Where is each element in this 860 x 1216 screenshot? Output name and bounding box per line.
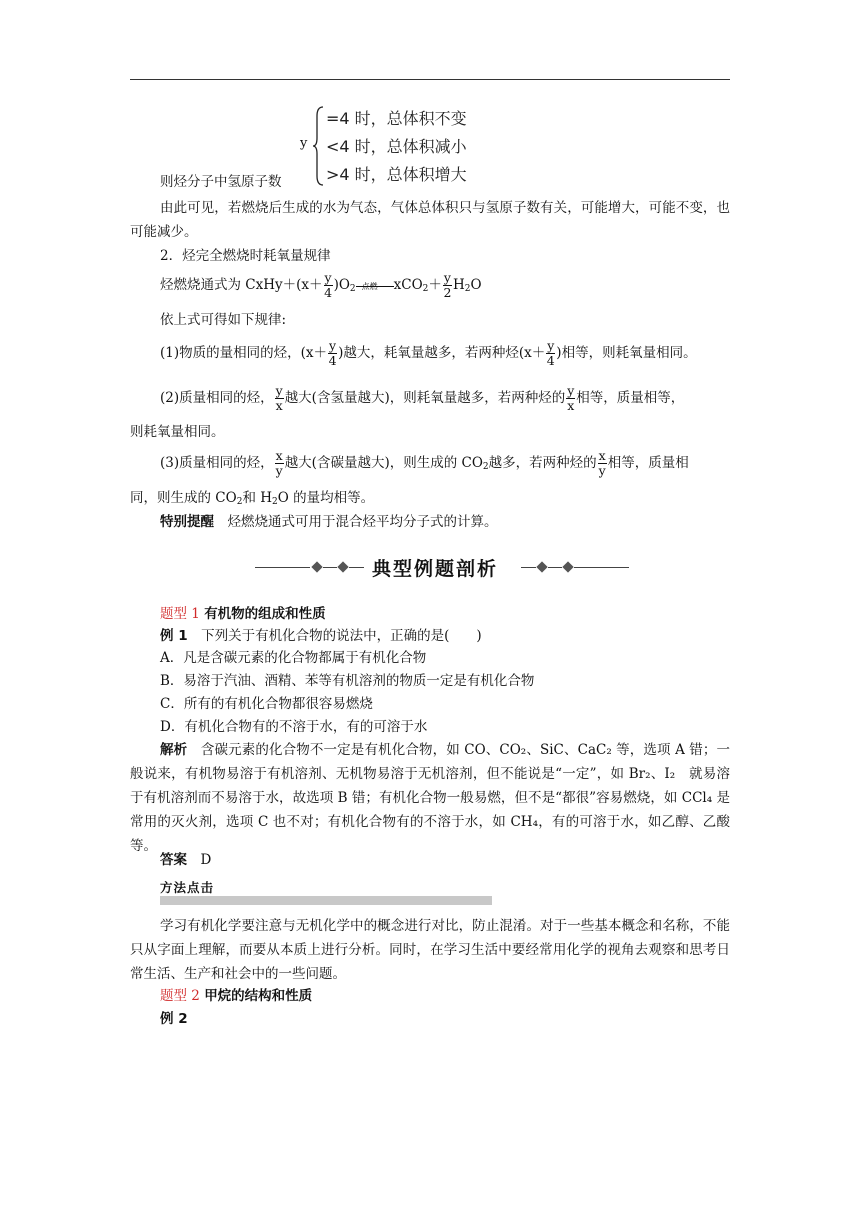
example2-label: 例 2 bbox=[160, 1011, 188, 1027]
fraction-y-over-4: $\frac{y}{4}$ bbox=[324, 270, 333, 300]
condition-equal: =4 时，总体积不变 bbox=[326, 109, 467, 128]
condition-greater: >4 时，总体积增大 bbox=[326, 165, 467, 184]
fraction-y-over-2: $\frac{y}{2}$ bbox=[443, 270, 452, 300]
rule-2: (2)质量相同的烃， $\frac{y}{x}$ 越大(含氢量越大)，则耗氧量越多，若两种烃的 $\frac{y}{x}$ 相等，质量相等， bbox=[160, 383, 685, 413]
rule-intro: 依上式可得如下规律: bbox=[160, 312, 287, 328]
type2-heading: 题型 2 甲烷的结构和性质 bbox=[160, 988, 313, 1004]
method-label: 方法点击 bbox=[160, 880, 215, 895]
rule-3-cont: 同，则生成的 $CO_2$和 $H_2O$ 的量均相等。 bbox=[130, 490, 375, 507]
analysis-paragraph: 解析 含碳元素的化合物不一定是有机化合物，如 CO、CO₂、SiC、CaC₂ 等，选项 A 错；一般说来，有机物易溶于有机溶剂、无机物易溶于无机溶剂，但不能说是“一定”，如 Br₂、I₂ 就易溶于有机溶剂而不易溶于水，故选项 B 错；有机化合物一般易燃，但不是“都很”容易燃烧，如 CCl₄ 是常用的灭火剂，选项 C 也不对；有机化合物有的不溶于水，如 CH₄，有的可溶于水，如乙醇、乙酸等。 bbox=[130, 742, 731, 854]
option-b: B．易溶于汽油、酒精、苯等有机溶剂的物质一定是有机化合物 bbox=[160, 673, 535, 689]
oxygen-rule-heading: 2．烃完全燃烧时耗氧量规律 bbox=[160, 248, 331, 264]
curly-brace-icon bbox=[312, 106, 324, 186]
example1-question: 例 1 下列关于有机化合物的说法中，正确的是( ) bbox=[160, 628, 482, 644]
answer-line: 答案 D bbox=[160, 852, 212, 868]
rule-1: (1)物质的量相同的烃，(x＋ $\frac{y}{4}$ )越大，耗氧量越多，若两种烃(x＋ $\frac{y}{4}$ )相等，则耗氧量相同。 bbox=[160, 338, 697, 368]
rule-3: (3)质量相同的烃， $\frac{x}{y}$ 越大(含碳量越大)，则生成的 $CO_2$越多，若两种烃的 $\frac{x}{y}$ 相等，质量相 bbox=[160, 448, 689, 478]
header-rule bbox=[130, 79, 730, 80]
condition-less: <4 时，总体积减小 bbox=[326, 137, 467, 156]
ignite-arrow-icon: 点燃 bbox=[356, 284, 394, 287]
special-note: 特别提醒 烃燃烧通式可用于混合烃平均分子式的计算。 bbox=[160, 514, 498, 530]
brace-lead-text: 则烃分子中氢原子数 bbox=[160, 174, 282, 190]
method-bar bbox=[160, 896, 492, 905]
option-a: A．凡是含碳元素的化合物都属于有机化合物 bbox=[160, 650, 427, 666]
gas-volume-paragraph: 由此可见，若燃烧后生成的水为气态，气体总体积只与氢原子数有关，可能增大，可能不变，也可能减少。 bbox=[130, 200, 730, 240]
method-paragraph: 学习有机化学要注意与无机化学中的概念进行对比，防止混淆。对于一些基本概念和名称，不能只从字面上理解，而要从本质上进行分析。同时，在学习生活中要经常用化学的视角去观察和思考日常生活、生产和社会中的一些问题。 bbox=[130, 918, 730, 982]
brace-variable: y bbox=[300, 136, 308, 151]
option-d: D．有机化合物有的不溶于水，有的可溶于水 bbox=[160, 719, 428, 735]
section-title: 典型例题剖析 bbox=[255, 554, 635, 582]
option-c: C．所有的有机化合物都很容易燃烧 bbox=[160, 696, 373, 712]
rule-2-cont: 则耗氧量相同。 bbox=[130, 424, 225, 440]
hydrogen-count-conditions bbox=[300, 104, 500, 188]
type1-heading: 题型 1 有机物的组成和性质 bbox=[160, 606, 326, 622]
combustion-equation: 烃燃烧通式为 CxHy＋(x＋ $\frac{y}{4}$ )$O_2$ 点燃 xCO$_2$＋ $\frac{y}{2}$ $H_2O$ bbox=[160, 270, 482, 300]
